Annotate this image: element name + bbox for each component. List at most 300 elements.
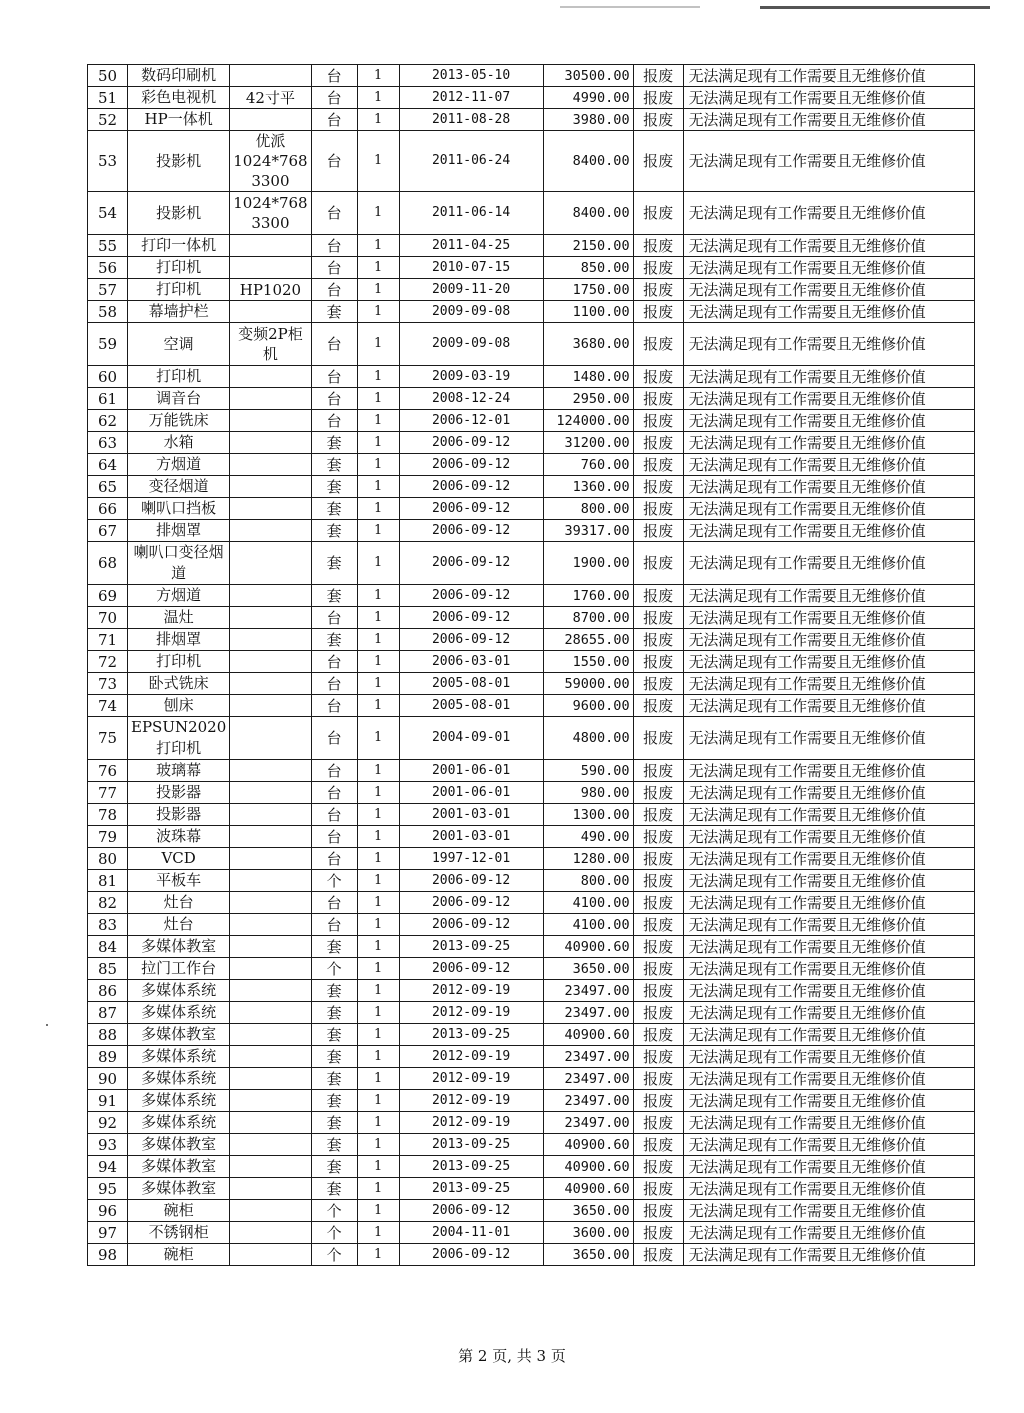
asset-unit-cell: 套 [311, 301, 357, 323]
row-number-cell: 63 [88, 432, 128, 454]
asset-spec-cell [230, 476, 311, 498]
row-number-cell: 57 [88, 279, 128, 301]
row-number-cell: 78 [88, 804, 128, 826]
acquisition-date-cell: 2006-09-12 [399, 454, 543, 476]
asset-name-cell: 万能铣床 [128, 410, 230, 432]
asset-unit-cell: 个 [311, 1222, 357, 1244]
asset-spec-cell [230, 695, 311, 717]
asset-spec-cell [230, 65, 311, 87]
asset-quantity-cell: 1 [357, 323, 399, 366]
asset-value-cell: 124000.00 [543, 410, 633, 432]
acquisition-date-cell: 2001-03-01 [399, 826, 543, 848]
disposal-reason-cell: 无法满足现有工作需要且无维修价值 [683, 432, 974, 454]
asset-value-cell: 3650.00 [543, 958, 633, 980]
asset-name-cell: 多媒体系统 [128, 1090, 230, 1112]
asset-value-cell: 23497.00 [543, 1112, 633, 1134]
asset-value-cell: 1100.00 [543, 301, 633, 323]
table-row [88, 366, 975, 388]
acquisition-date-cell: 2006-12-01 [399, 410, 543, 432]
asset-value-cell: 1480.00 [543, 366, 633, 388]
asset-name-cell: 多媒体教室 [128, 1178, 230, 1200]
asset-quantity-cell: 1 [357, 870, 399, 892]
disposal-status-cell: 报废 [633, 936, 683, 958]
asset-name-cell: 不锈钢柜 [128, 1222, 230, 1244]
asset-value-cell: 28655.00 [543, 629, 633, 651]
disposal-reason-cell: 无法满足现有工作需要且无维修价值 [683, 301, 974, 323]
table-row [88, 980, 975, 1002]
disposal-status-cell: 报废 [633, 1244, 683, 1266]
acquisition-date-cell: 2001-03-01 [399, 804, 543, 826]
acquisition-date-cell: 2010-07-15 [399, 257, 543, 279]
asset-spec-cell [230, 1002, 311, 1024]
asset-spec-cell [230, 1244, 311, 1266]
row-number-cell: 88 [88, 1024, 128, 1046]
disposal-status-cell: 报废 [633, 87, 683, 109]
disposal-reason-cell: 无法满足现有工作需要且无维修价值 [683, 109, 974, 131]
row-number-cell: 59 [88, 323, 128, 366]
row-number-cell: 52 [88, 109, 128, 131]
disposal-reason-cell: 无法满足现有工作需要且无维修价值 [683, 65, 974, 87]
asset-name-cell: 幕墙护栏 [128, 301, 230, 323]
asset-value-cell: 2950.00 [543, 388, 633, 410]
scan-artifact-line [760, 6, 990, 9]
asset-quantity-cell: 1 [357, 1002, 399, 1024]
asset-spec-cell [230, 607, 311, 629]
disposal-reason-cell: 无法满足现有工作需要且无维修价值 [683, 192, 974, 235]
table-row [88, 1024, 975, 1046]
asset-unit-cell: 台 [311, 109, 357, 131]
table-row [88, 1002, 975, 1024]
asset-spec-cell [230, 717, 311, 760]
row-number-cell: 75 [88, 717, 128, 760]
asset-spec-cell [230, 109, 311, 131]
row-number-cell: 65 [88, 476, 128, 498]
asset-name-cell: 打印机 [128, 279, 230, 301]
asset-quantity-cell: 1 [357, 131, 399, 192]
asset-unit-cell: 套 [311, 629, 357, 651]
asset-spec-cell [230, 1178, 311, 1200]
table-row [88, 717, 975, 760]
asset-spec-cell [230, 892, 311, 914]
asset-value-cell: 590.00 [543, 760, 633, 782]
scan-speck [46, 1024, 48, 1026]
disposal-status-cell: 报废 [633, 410, 683, 432]
asset-unit-cell: 台 [311, 607, 357, 629]
asset-spec-cell [230, 1134, 311, 1156]
asset-value-cell: 4990.00 [543, 87, 633, 109]
asset-name-cell: 多媒体系统 [128, 980, 230, 1002]
acquisition-date-cell: 2006-09-12 [399, 870, 543, 892]
asset-unit-cell: 台 [311, 235, 357, 257]
row-number-cell: 58 [88, 301, 128, 323]
asset-name-cell: 碗柜 [128, 1244, 230, 1266]
asset-value-cell: 1750.00 [543, 279, 633, 301]
disposal-status-cell: 报废 [633, 520, 683, 542]
asset-unit-cell: 套 [311, 1156, 357, 1178]
row-number-cell: 62 [88, 410, 128, 432]
disposal-status-cell: 报废 [633, 454, 683, 476]
asset-name-cell: 数码印刷机 [128, 65, 230, 87]
acquisition-date-cell: 2004-09-01 [399, 717, 543, 760]
asset-value-cell: 23497.00 [543, 1002, 633, 1024]
asset-unit-cell: 台 [311, 695, 357, 717]
page-number-footer: 第 2 页, 共 3 页 [458, 1347, 566, 1365]
asset-quantity-cell: 1 [357, 520, 399, 542]
table-row [88, 1112, 975, 1134]
disposal-reason-cell: 无法满足现有工作需要且无维修价值 [683, 936, 974, 958]
asset-unit-cell: 台 [311, 65, 357, 87]
asset-value-cell: 3650.00 [543, 1244, 633, 1266]
asset-unit-cell: 个 [311, 958, 357, 980]
table-row [88, 782, 975, 804]
asset-quantity-cell: 1 [357, 1222, 399, 1244]
disposal-status-cell: 报废 [633, 109, 683, 131]
disposal-status-cell: 报废 [633, 279, 683, 301]
acquisition-date-cell: 2006-09-12 [399, 914, 543, 936]
disposal-status-cell: 报废 [633, 958, 683, 980]
table-row [88, 520, 975, 542]
acquisition-date-cell: 2006-09-12 [399, 607, 543, 629]
row-number-cell: 90 [88, 1068, 128, 1090]
asset-spec-cell [230, 782, 311, 804]
asset-name-cell: VCD [128, 848, 230, 870]
acquisition-date-cell: 2011-08-28 [399, 109, 543, 131]
asset-name-cell: 刨床 [128, 695, 230, 717]
disposal-reason-cell: 无法满足现有工作需要且无维修价值 [683, 1134, 974, 1156]
asset-name-cell: 温灶 [128, 607, 230, 629]
asset-name-cell: 平板车 [128, 870, 230, 892]
asset-unit-cell: 台 [311, 323, 357, 366]
asset-unit-cell: 套 [311, 1134, 357, 1156]
asset-name-cell: 喇叭口挡板 [128, 498, 230, 520]
table-row [88, 826, 975, 848]
asset-quantity-cell: 1 [357, 476, 399, 498]
disposal-status-cell: 报废 [633, 695, 683, 717]
asset-unit-cell: 台 [311, 826, 357, 848]
asset-name-cell: 变径烟道 [128, 476, 230, 498]
table-row [88, 695, 975, 717]
asset-name-cell: 打印机 [128, 651, 230, 673]
disposal-reason-cell: 无法满足现有工作需要且无维修价值 [683, 1244, 974, 1266]
acquisition-date-cell: 2009-03-19 [399, 366, 543, 388]
disposal-status-cell: 报废 [633, 651, 683, 673]
disposal-reason-cell: 无法满足现有工作需要且无维修价值 [683, 1222, 974, 1244]
table-row [88, 958, 975, 980]
asset-spec-cell: 变频2P柜机 [230, 323, 311, 366]
table-row [88, 892, 975, 914]
acquisition-date-cell: 2006-09-12 [399, 585, 543, 607]
asset-value-cell: 3980.00 [543, 109, 633, 131]
asset-spec-cell [230, 1112, 311, 1134]
row-number-cell: 83 [88, 914, 128, 936]
disposal-status-cell: 报废 [633, 607, 683, 629]
asset-value-cell: 490.00 [543, 826, 633, 848]
acquisition-date-cell: 2006-09-12 [399, 520, 543, 542]
asset-spec-cell [230, 958, 311, 980]
row-number-cell: 66 [88, 498, 128, 520]
asset-value-cell: 40900.60 [543, 1156, 633, 1178]
asset-name-cell: 灶台 [128, 892, 230, 914]
disposal-reason-cell: 无法满足现有工作需要且无维修价值 [683, 782, 974, 804]
disposal-reason-cell: 无法满足现有工作需要且无维修价值 [683, 1178, 974, 1200]
row-number-cell: 60 [88, 366, 128, 388]
row-number-cell: 94 [88, 1156, 128, 1178]
asset-spec-cell [230, 870, 311, 892]
asset-spec-cell: HP1020 [230, 279, 311, 301]
disposal-status-cell: 报废 [633, 980, 683, 1002]
asset-spec-cell [230, 542, 311, 585]
disposal-status-cell: 报废 [633, 673, 683, 695]
asset-name-cell: 彩色电视机 [128, 87, 230, 109]
asset-name-cell: 多媒体教室 [128, 1134, 230, 1156]
asset-name-cell: 投影机 [128, 192, 230, 235]
disposal-status-cell: 报废 [633, 1090, 683, 1112]
asset-spec-cell [230, 1046, 311, 1068]
asset-name-cell: 多媒体系统 [128, 1046, 230, 1068]
acquisition-date-cell: 2012-09-19 [399, 1002, 543, 1024]
asset-unit-cell: 台 [311, 279, 357, 301]
row-number-cell: 95 [88, 1178, 128, 1200]
acquisition-date-cell: 2006-09-12 [399, 542, 543, 585]
asset-value-cell: 3600.00 [543, 1222, 633, 1244]
disposal-status-cell: 报废 [633, 804, 683, 826]
asset-name-cell: 水箱 [128, 432, 230, 454]
asset-unit-cell: 套 [311, 476, 357, 498]
disposal-status-cell: 报废 [633, 1002, 683, 1024]
asset-unit-cell: 台 [311, 388, 357, 410]
asset-quantity-cell: 1 [357, 629, 399, 651]
asset-spec-cell [230, 301, 311, 323]
disposal-reason-cell: 无法满足现有工作需要且无维修价值 [683, 1090, 974, 1112]
acquisition-date-cell: 2012-09-19 [399, 1068, 543, 1090]
disposal-status-cell: 报废 [633, 1156, 683, 1178]
disposal-status-cell: 报废 [633, 65, 683, 87]
row-number-cell: 69 [88, 585, 128, 607]
asset-quantity-cell: 1 [357, 1244, 399, 1266]
row-number-cell: 55 [88, 235, 128, 257]
asset-unit-cell: 套 [311, 454, 357, 476]
asset-unit-cell: 套 [311, 1002, 357, 1024]
row-number-cell: 92 [88, 1112, 128, 1134]
asset-value-cell: 1280.00 [543, 848, 633, 870]
asset-quantity-cell: 1 [357, 235, 399, 257]
disposal-reason-cell: 无法满足现有工作需要且无维修价值 [683, 498, 974, 520]
asset-quantity-cell: 1 [357, 109, 399, 131]
asset-spec-cell: 1024*768 3300 [230, 192, 311, 235]
asset-value-cell: 1300.00 [543, 804, 633, 826]
asset-unit-cell: 台 [311, 760, 357, 782]
asset-quantity-cell: 1 [357, 651, 399, 673]
row-number-cell: 89 [88, 1046, 128, 1068]
row-number-cell: 56 [88, 257, 128, 279]
asset-quantity-cell: 1 [357, 1178, 399, 1200]
row-number-cell: 53 [88, 131, 128, 192]
asset-quantity-cell: 1 [357, 1090, 399, 1112]
disposal-status-cell: 报废 [633, 1046, 683, 1068]
disposal-status-cell: 报废 [633, 1200, 683, 1222]
acquisition-date-cell: 2009-11-20 [399, 279, 543, 301]
asset-name-cell: 投影机 [128, 131, 230, 192]
disposal-reason-cell: 无法满足现有工作需要且无维修价值 [683, 87, 974, 109]
asset-unit-cell: 台 [311, 87, 357, 109]
asset-quantity-cell: 1 [357, 279, 399, 301]
disposal-reason-cell: 无法满足现有工作需要且无维修价值 [683, 1112, 974, 1134]
asset-disposal-table [87, 64, 975, 1266]
asset-quantity-cell: 1 [357, 1134, 399, 1156]
asset-name-cell: 拉门工作台 [128, 958, 230, 980]
disposal-status-cell: 报废 [633, 848, 683, 870]
acquisition-date-cell: 2001-06-01 [399, 782, 543, 804]
asset-value-cell: 2150.00 [543, 235, 633, 257]
disposal-status-cell: 报废 [633, 629, 683, 651]
asset-name-cell: 多媒体教室 [128, 1156, 230, 1178]
disposal-status-cell: 报废 [633, 717, 683, 760]
acquisition-date-cell: 2006-09-12 [399, 629, 543, 651]
table-row [88, 1222, 975, 1244]
asset-value-cell: 3650.00 [543, 1200, 633, 1222]
asset-spec-cell [230, 804, 311, 826]
asset-quantity-cell: 1 [357, 1200, 399, 1222]
asset-unit-cell: 套 [311, 498, 357, 520]
disposal-reason-cell: 无法满足现有工作需要且无维修价值 [683, 476, 974, 498]
acquisition-date-cell: 2009-09-08 [399, 323, 543, 366]
disposal-status-cell: 报废 [633, 498, 683, 520]
asset-name-cell: 碗柜 [128, 1200, 230, 1222]
disposal-reason-cell: 无法满足现有工作需要且无维修价值 [683, 848, 974, 870]
asset-value-cell: 31200.00 [543, 432, 633, 454]
asset-value-cell: 8400.00 [543, 131, 633, 192]
disposal-reason-cell: 无法满足现有工作需要且无维修价值 [683, 717, 974, 760]
asset-spec-cell [230, 1090, 311, 1112]
row-number-cell: 77 [88, 782, 128, 804]
asset-unit-cell: 套 [311, 585, 357, 607]
asset-value-cell: 39317.00 [543, 520, 633, 542]
asset-name-cell: 调音台 [128, 388, 230, 410]
asset-spec-cell [230, 235, 311, 257]
acquisition-date-cell: 2006-09-12 [399, 1244, 543, 1266]
disposal-status-cell: 报废 [633, 388, 683, 410]
disposal-status-cell: 报废 [633, 192, 683, 235]
disposal-reason-cell: 无法满足现有工作需要且无维修价值 [683, 585, 974, 607]
asset-value-cell: 30500.00 [543, 65, 633, 87]
row-number-cell: 87 [88, 1002, 128, 1024]
disposal-reason-cell: 无法满足现有工作需要且无维修价值 [683, 542, 974, 585]
acquisition-date-cell: 2013-09-25 [399, 1024, 543, 1046]
asset-value-cell: 980.00 [543, 782, 633, 804]
acquisition-date-cell: 2013-09-25 [399, 1134, 543, 1156]
asset-unit-cell: 台 [311, 651, 357, 673]
row-number-cell: 81 [88, 870, 128, 892]
table-row [88, 65, 975, 87]
asset-quantity-cell: 1 [357, 717, 399, 760]
row-number-cell: 98 [88, 1244, 128, 1266]
asset-unit-cell: 套 [311, 520, 357, 542]
acquisition-date-cell: 2004-11-01 [399, 1222, 543, 1244]
table-row [88, 1244, 975, 1266]
table-row [88, 388, 975, 410]
asset-name-cell: 投影器 [128, 804, 230, 826]
row-number-cell: 72 [88, 651, 128, 673]
table-row [88, 1200, 975, 1222]
row-number-cell: 67 [88, 520, 128, 542]
table-row [88, 432, 975, 454]
disposal-status-cell: 报废 [633, 782, 683, 804]
asset-unit-cell: 套 [311, 1178, 357, 1200]
asset-quantity-cell: 1 [357, 87, 399, 109]
acquisition-date-cell: 2012-09-19 [399, 1112, 543, 1134]
disposal-reason-cell: 无法满足现有工作需要且无维修价值 [683, 1068, 974, 1090]
acquisition-date-cell: 2013-09-25 [399, 1156, 543, 1178]
asset-spec-cell [230, 1200, 311, 1222]
acquisition-date-cell: 2013-09-25 [399, 936, 543, 958]
disposal-status-cell: 报废 [633, 131, 683, 192]
asset-value-cell: 23497.00 [543, 1090, 633, 1112]
disposal-reason-cell: 无法满足现有工作需要且无维修价值 [683, 1024, 974, 1046]
disposal-status-cell: 报废 [633, 870, 683, 892]
asset-name-cell: 打印一体机 [128, 235, 230, 257]
asset-name-cell: 卧式铣床 [128, 673, 230, 695]
disposal-status-cell: 报废 [633, 1222, 683, 1244]
disposal-status-cell: 报废 [633, 257, 683, 279]
asset-unit-cell: 套 [311, 432, 357, 454]
table-row [88, 1178, 975, 1200]
disposal-reason-cell: 无法满足现有工作需要且无维修价值 [683, 410, 974, 432]
asset-quantity-cell: 1 [357, 760, 399, 782]
asset-quantity-cell: 1 [357, 804, 399, 826]
asset-quantity-cell: 1 [357, 585, 399, 607]
asset-value-cell: 4100.00 [543, 914, 633, 936]
row-number-cell: 70 [88, 607, 128, 629]
disposal-reason-cell: 无法满足现有工作需要且无维修价值 [683, 914, 974, 936]
asset-value-cell: 850.00 [543, 257, 633, 279]
asset-quantity-cell: 1 [357, 892, 399, 914]
asset-spec-cell [230, 388, 311, 410]
table-row [88, 192, 975, 235]
asset-name-cell: 多媒体教室 [128, 936, 230, 958]
asset-spec-cell [230, 848, 311, 870]
asset-value-cell: 800.00 [543, 870, 633, 892]
disposal-reason-cell: 无法满足现有工作需要且无维修价值 [683, 804, 974, 826]
asset-unit-cell: 台 [311, 131, 357, 192]
asset-quantity-cell: 1 [357, 1156, 399, 1178]
table-row [88, 109, 975, 131]
disposal-reason-cell: 无法满足现有工作需要且无维修价值 [683, 235, 974, 257]
asset-value-cell: 1550.00 [543, 651, 633, 673]
acquisition-date-cell: 2011-06-24 [399, 131, 543, 192]
asset-spec-cell [230, 760, 311, 782]
asset-spec-cell [230, 980, 311, 1002]
asset-name-cell: 多媒体系统 [128, 1068, 230, 1090]
row-number-cell: 93 [88, 1134, 128, 1156]
disposal-status-cell: 报废 [633, 1068, 683, 1090]
asset-spec-cell [230, 257, 311, 279]
table-row [88, 848, 975, 870]
asset-quantity-cell: 1 [357, 257, 399, 279]
disposal-status-cell: 报废 [633, 323, 683, 366]
table-row [88, 476, 975, 498]
asset-name-cell: 玻璃幕 [128, 760, 230, 782]
disposal-status-cell: 报废 [633, 760, 683, 782]
acquisition-date-cell: 2012-09-19 [399, 1046, 543, 1068]
asset-quantity-cell: 1 [357, 410, 399, 432]
asset-unit-cell: 个 [311, 1200, 357, 1222]
disposal-status-cell: 报废 [633, 1134, 683, 1156]
asset-unit-cell: 台 [311, 892, 357, 914]
asset-value-cell: 23497.00 [543, 1068, 633, 1090]
asset-quantity-cell: 1 [357, 65, 399, 87]
acquisition-date-cell: 2001-06-01 [399, 760, 543, 782]
asset-unit-cell: 套 [311, 936, 357, 958]
